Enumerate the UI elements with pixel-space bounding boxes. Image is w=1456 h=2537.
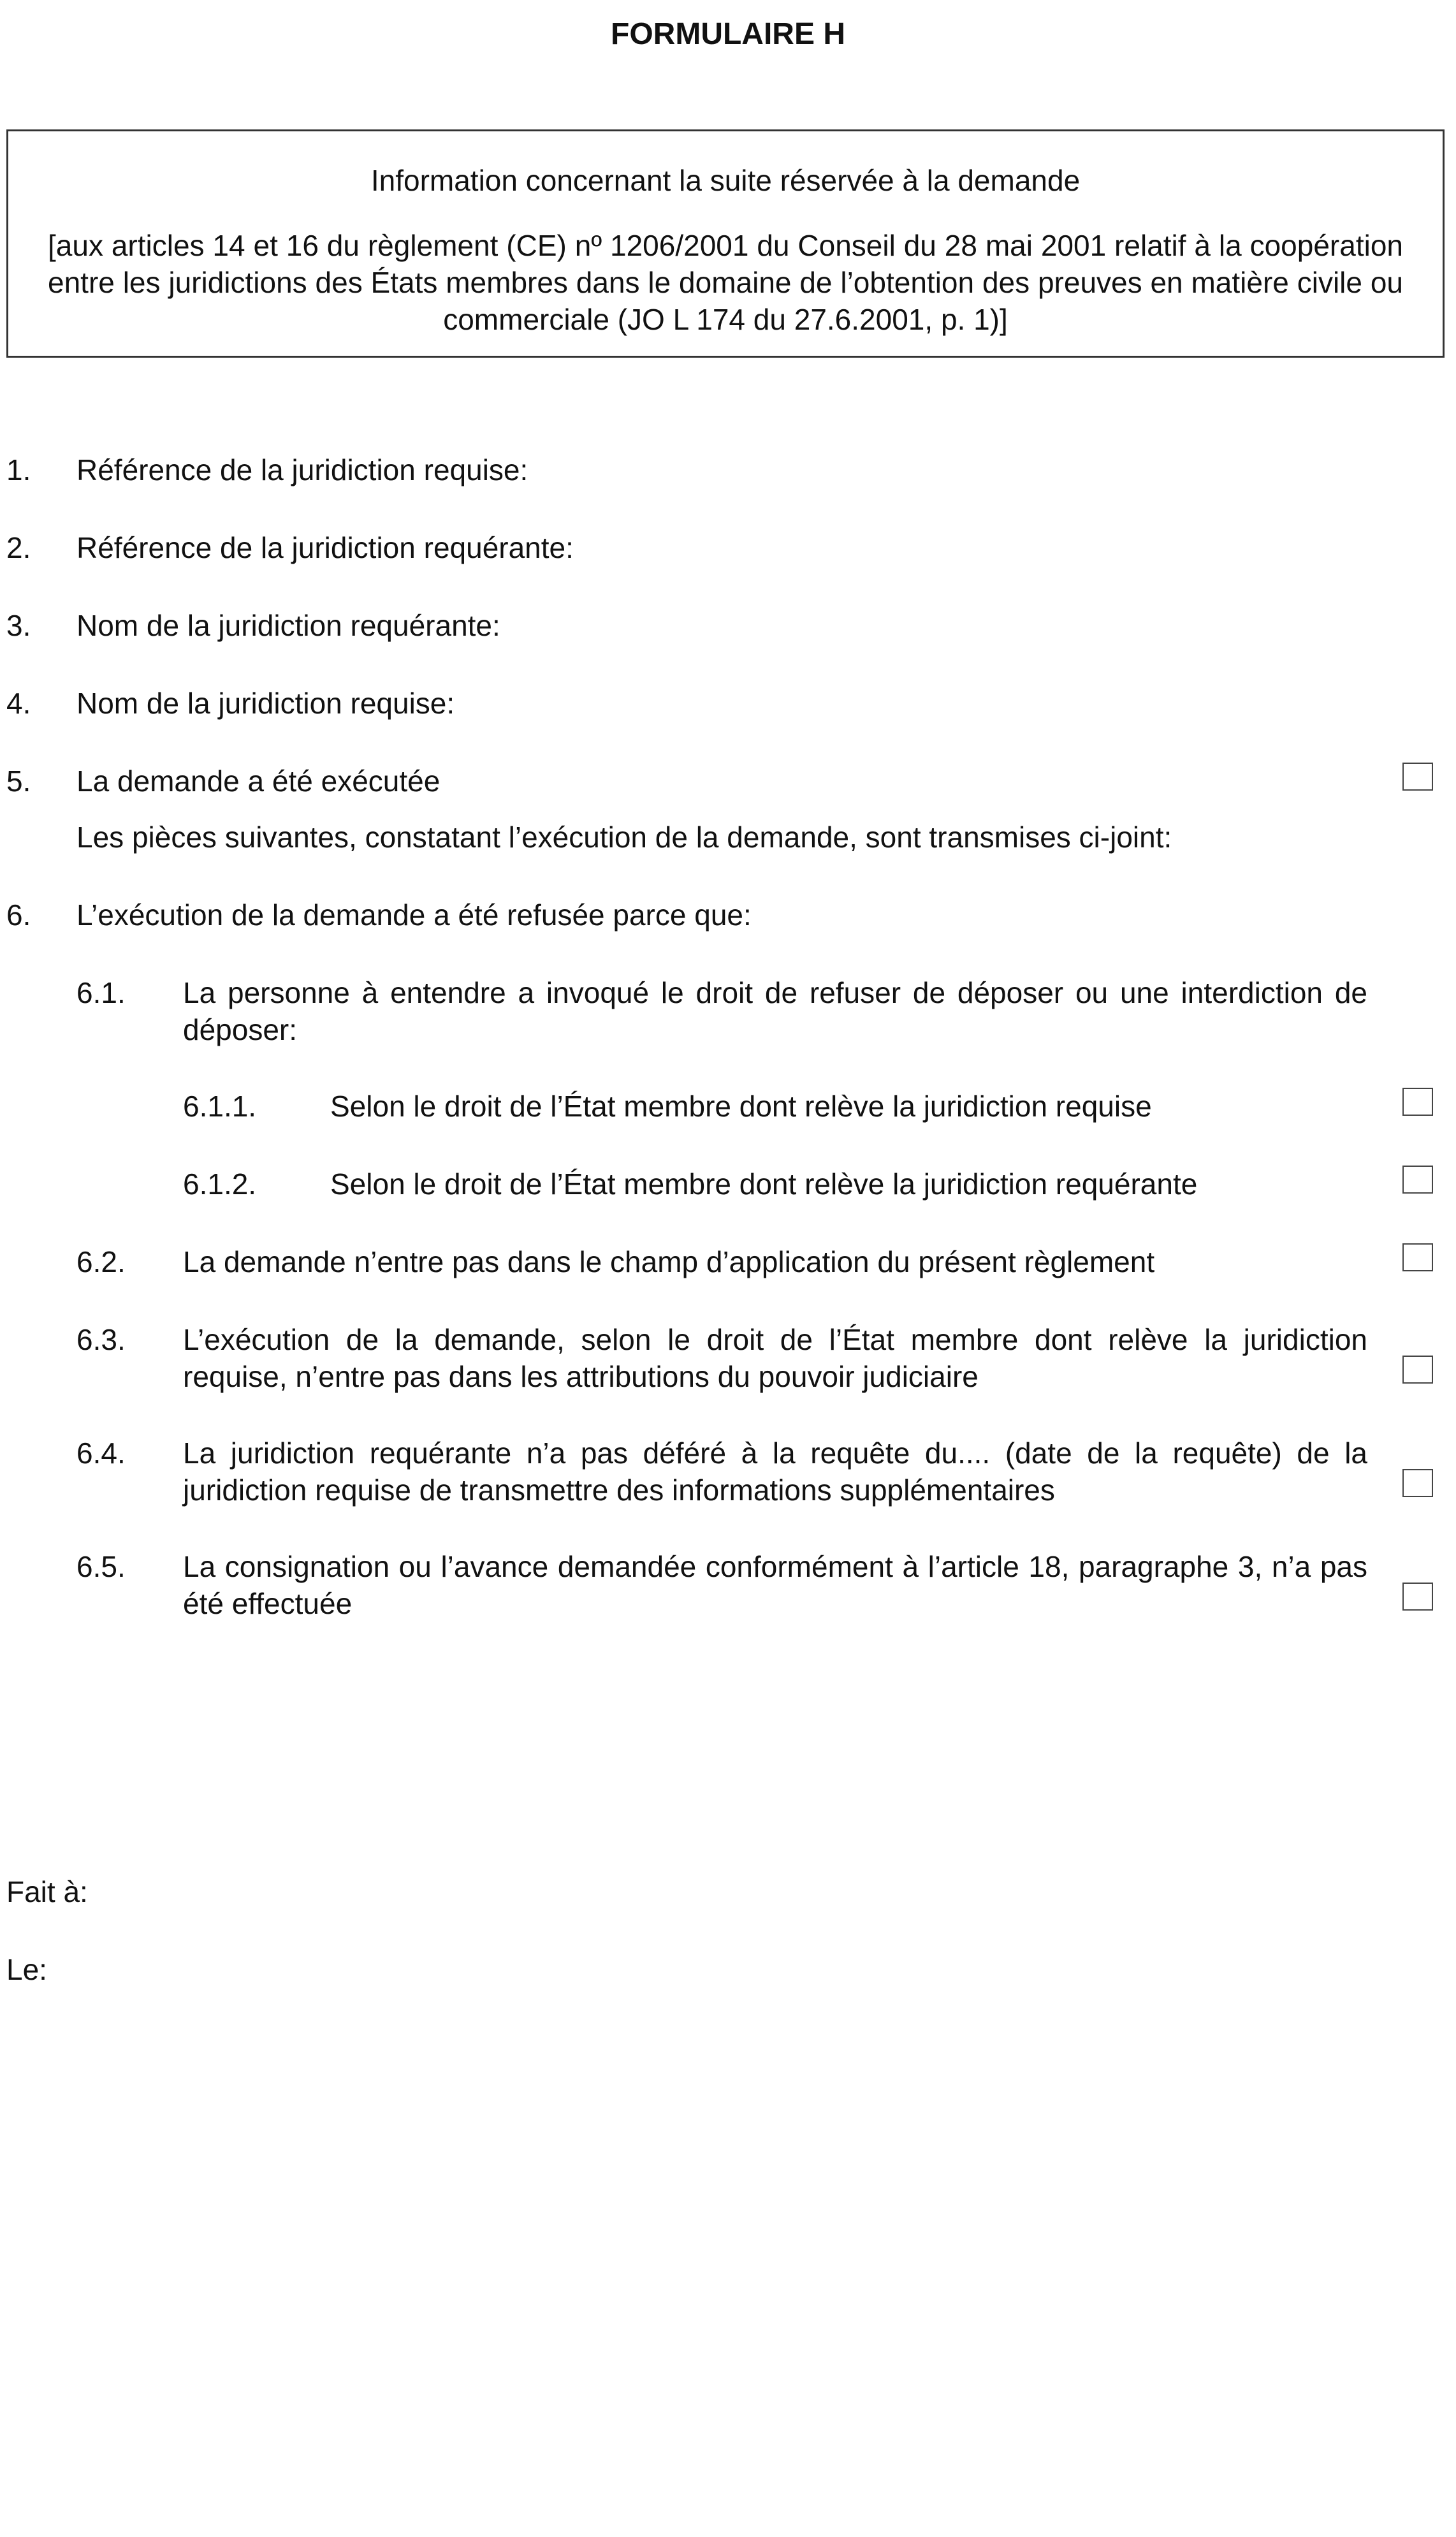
item-6-5-number: 6.5. [76, 1550, 126, 1583]
item-6-2-label: La demande n’entre pas dans le champ d’application du présent règlement [183, 1245, 1155, 1278]
form-title: FORMULAIRE H [611, 17, 845, 51]
item-6-3-number: 6.3. [76, 1323, 126, 1356]
item-4-label: Nom de la juridiction requise: [76, 687, 455, 720]
item-6-1-label: La personne à entendre a invoqué le droit de refuser de déposer ou une interdiction de déposer: [183, 976, 1367, 1046]
item-6-label: L’exécution de la demande a été refusée parce que: [76, 898, 752, 932]
item-6-4-number: 6.4. [76, 1437, 126, 1470]
checkbox-item-6-2[interactable] [1402, 1243, 1433, 1271]
checkbox-item-6-3[interactable] [1402, 1356, 1433, 1384]
checkbox-item-5[interactable] [1402, 763, 1433, 791]
item-2-label: Référence de la juridiction requérante: [76, 531, 574, 564]
item-3-number: 3. [6, 609, 31, 642]
checkbox-item-6-1-1[interactable] [1402, 1088, 1433, 1116]
item-5-number: 5. [6, 764, 31, 798]
item-4-number: 4. [6, 687, 31, 720]
checkbox-item-6-1-2[interactable] [1402, 1166, 1433, 1194]
item-6-1-2-number: 6.1.2. [183, 1167, 257, 1201]
item-1-label: Référence de la juridiction requise: [76, 453, 528, 486]
checkbox-item-6-4[interactable] [1402, 1469, 1433, 1497]
date-label: Le: [6, 1953, 47, 1986]
item-6-1-1-label: Selon le droit de l’État membre dont relève la juridiction requise [330, 1090, 1152, 1123]
header-box [6, 129, 1445, 358]
item-6-number: 6. [6, 898, 31, 932]
item-5-label: La demande a été exécutée [76, 764, 440, 798]
item-1-number: 1. [6, 453, 31, 486]
regulation-reference: [aux articles 14 et 16 du règlement (CE) nº 1206/2001 du Conseil du 28 mai 2001 relatif à la coopération entre les juridictions des États membres dans le domaine de l’obtention des preuves en matière civile ou commerciale (JO L 174 du 27.6.2001, p. 1)] [48, 229, 1403, 336]
item-6-1-1-number: 6.1.1. [183, 1090, 257, 1123]
item-6-3-label: L’exécution de la demande, selon le droit de l’État membre dont relève la juridiction requise, n’entre pas dans les attributions du pouvoir judiciaire [183, 1323, 1367, 1393]
item-6-1-number: 6.1. [76, 976, 126, 1009]
checkbox-item-6-5[interactable] [1402, 1583, 1433, 1611]
box-heading: Information concernant la suite réservée à la demande [370, 164, 1081, 197]
item-3-label: Nom de la juridiction requérante: [76, 609, 500, 642]
item-6-2-number: 6.2. [76, 1245, 126, 1278]
place-label: Fait à: [6, 1875, 88, 1908]
item-6-5-label: La consignation ou l’avance demandée conformément à l’article 18, paragraphe 3, n’a pas été effectuée [183, 1550, 1367, 1620]
item-6-1-2-label: Selon le droit de l’État membre dont relève la juridiction requérante [330, 1167, 1198, 1201]
item-5-note: Les pièces suivantes, constatant l’exécution de la demande, sont transmises ci-joint: [76, 821, 1172, 854]
item-6-4-label: La juridiction requérante n’a pas déféré à la requête du.... (date de la requête) de la juridiction requise de transmettre des informations supplémentaires [183, 1437, 1367, 1507]
item-2-number: 2. [6, 531, 31, 564]
